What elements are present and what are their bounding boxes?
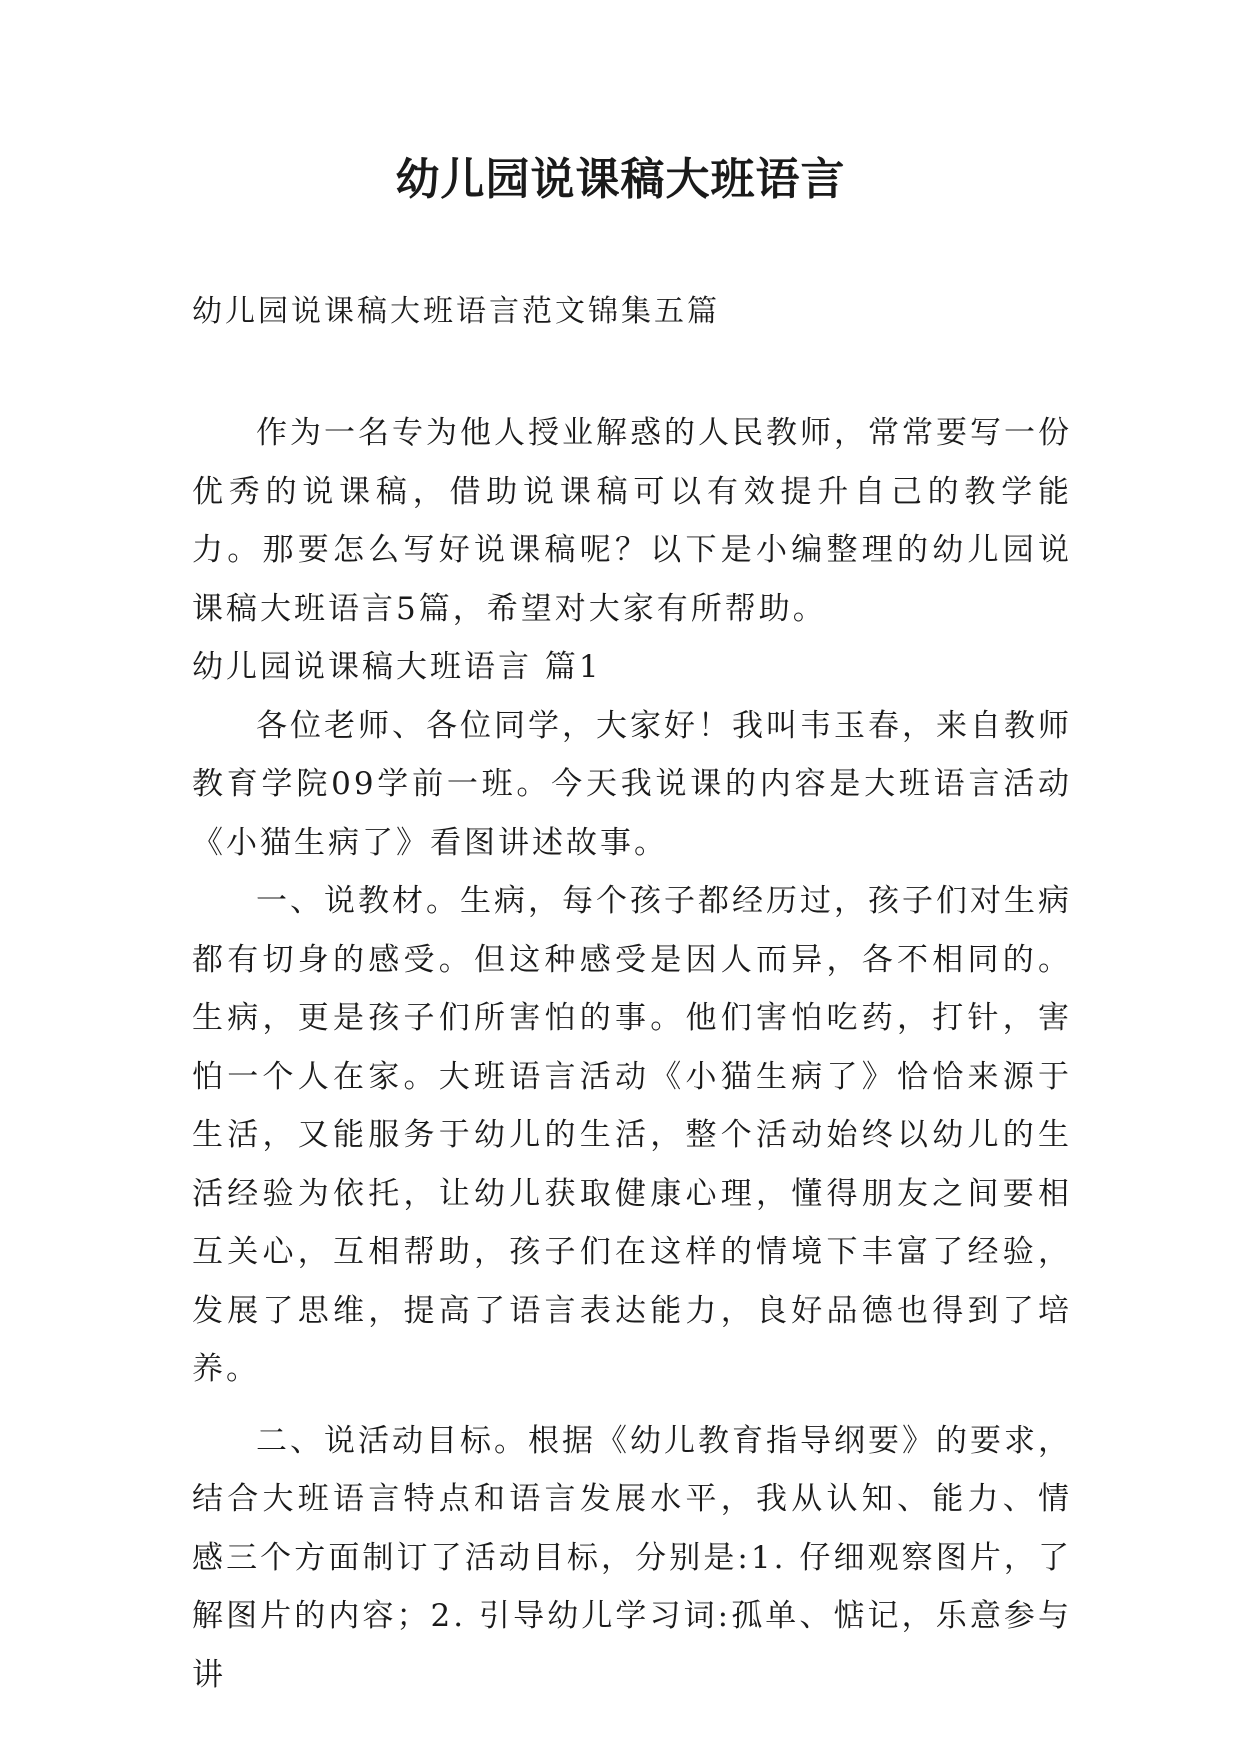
body-paragraph: 一、说教材。生病，每个孩子都经历过，孩子们对生病都有切身的感受。但这种感受是因人而异，各不相同的。生病，更是孩子们所害怕的事。他们害怕吃药，打针，害怕一个人在家。大班语言活动《小猫生病了》恰恰来源于生活，又能服务于幼儿的生活，整个活动始终以幼儿的生活经验为依托，让幼儿获取健康心理，懂得朋友之间要相互关心，互相帮助，孩子们在这样的情境下丰富了经验，发展了思维，提高了语言表达能力，良好品德也得到了培养。 [192,883,1072,1387]
document-subtitle: 幼儿园说课稿大班语言范文锦集五篇 [192,294,720,329]
document-body [192,404,1072,1704]
document-title: 幼儿园说课稿大班语言 [395,154,846,205]
body-paragraph: 各位老师、各位同学，大家好！我叫韦玉春，来自教师教育学院09学前一班。今天我说课的内容是大班语言活动《小猫生病了》看图讲述故事。 [192,707,1072,861]
body-paragraph: 二、说活动目标。根据《幼儿教育指导纲要》的要求，结合大班语言特点和语言发展水平，我从认知、能力、情感三个方面制订了活动目标，分别是:1. 仔细观察图片，了解图片的内容；2. 引导幼儿学习词:孤单、惦记，乐意参与讲 [192,1422,1072,1693]
section-heading: 幼儿园说课稿大班语言 篇1 [192,649,602,685]
intro-paragraph: 作为一名专为他人授业解惑的人民教师，常常要写一份优秀的说课稿，借助说课稿可以有效提升自己的教学能力。那要怎么写好说课稿呢？以下是小编整理的幼儿园说课稿大班语言5篇，希望对大家有所帮助。 [192,415,1072,627]
